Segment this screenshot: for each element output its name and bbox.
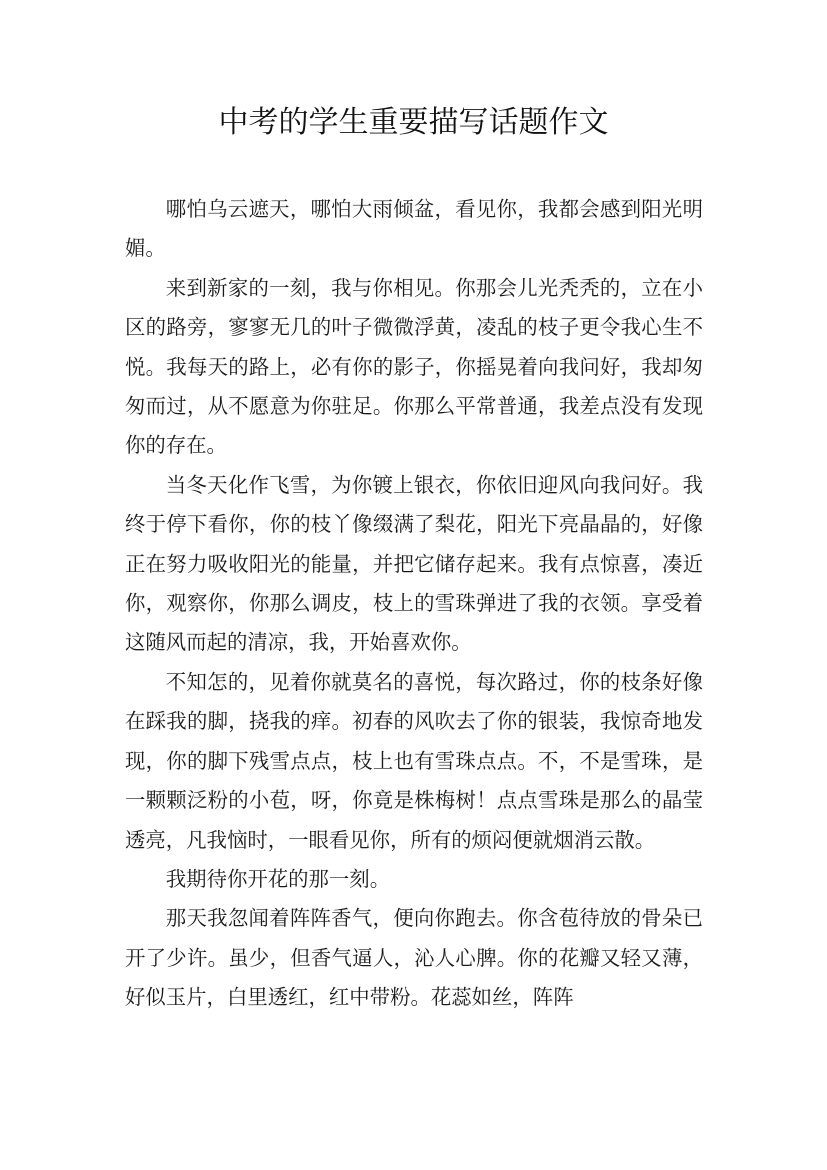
- paragraph-3: 当冬天化作飞雪，为你镀上银衣，你依旧迎风向我问好。我终于停下看你，你的枝丫像缀满了梨花，阳光下亮晶晶的，好像正在努力吸收阳光的能量，并把它储存起来。我有点惊喜，凑近你，观察你，你那么调皮，枝上的雪珠弹进了我的衣领。享受着这随风而起的清凉，我，开始喜欢你。: [125, 472, 703, 655]
- document-body: [125, 190, 703, 1018]
- document-title: 中考的学生重要描写话题作文: [218, 105, 609, 140]
- paragraph-5: 我期待你开花的那一刻。: [165, 866, 391, 891]
- paragraph-2: 来到新家的一刻，我与你相见。你那会儿光秃秃的，立在小区的路旁，寥寥无几的叶子微微浮黄，凌乱的枝子更令我心生不悦。我每天的路上，必有你的影子，你摇晃着向我问好，我却匆匆而过，从不愿意为你驻足。你那么平常普通，我差点没有发现你的存在。: [125, 275, 703, 458]
- paragraph-4: 不知怎的，见着你就莫名的喜悦，每次路过，你的枝条好像在踩我的脚，挠我的痒。初春的风吹去了你的银装，我惊奇地发现，你的脚下残雪点点，枝上也有雪珠点点。不，不是雪珠，是一颗颗泛粉的小苞，呀，你竟是株梅树！点点雪珠是那么的晶莹透亮，凡我恼时，一眼看见你，所有的烦闷便就烟消云散。: [125, 669, 703, 852]
- paragraph-1: 哪怕乌云遮天，哪怕大雨倾盆，看见你，我都会感到阳光明媚。: [125, 197, 703, 261]
- paragraph-6: 那天我忽闻着阵阵香气，便向你跑去。你含苞待放的骨朵已开了少许。虽少，但香气逼人，沁人心脾。你的花瓣又轻又薄，好似玉片，白里透红，红中带粉。花蕊如丝，阵阵: [125, 906, 703, 1010]
